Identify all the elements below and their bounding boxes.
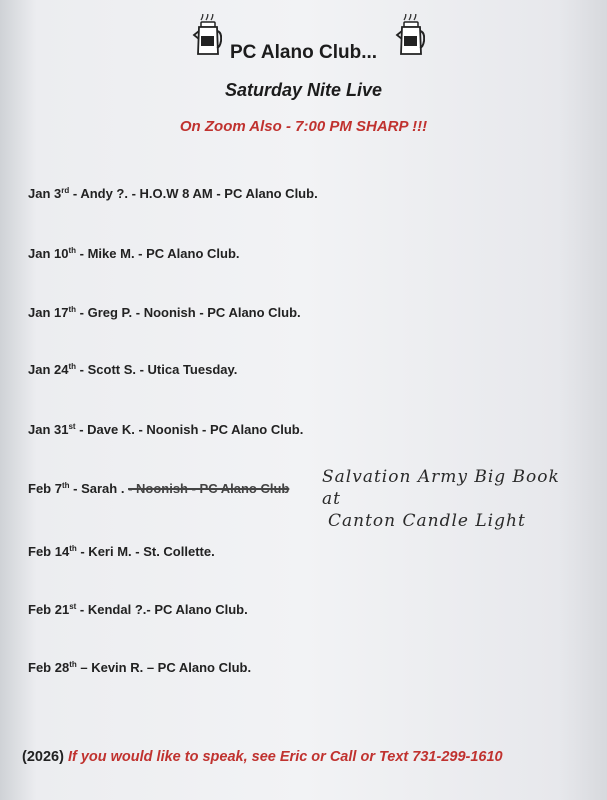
schedule-entry: Feb 14th - Keri M. - St. Collette. (28, 544, 215, 559)
handwritten-note-line: Salvation Army Big Book at (322, 467, 560, 509)
footer-contact (22, 749, 503, 765)
schedule-entry: Jan 17th - Greg P. - Noonish - PC Alano Club. (28, 305, 301, 320)
schedule-entry: Jan 31st - Dave K. - Noonish - PC Alano Club. (28, 422, 304, 437)
zoom-note: On Zoom Also - 7:00 PM SHARP !!! (179, 118, 428, 135)
footer-year: (2026) (22, 749, 64, 765)
page-subtitle: Saturday Nite Live (224, 80, 383, 100)
handwritten-note (322, 466, 562, 531)
schedule-entry: Feb 21st - Kendal ?.- PC Alano Club. (28, 602, 248, 617)
handwritten-note-line: Canton Candle Light (328, 511, 526, 531)
page-title: PC Alano Club... (229, 42, 378, 63)
footer-message: If you would like to speak, see Eric or Call or Text 731-299-1610 (67, 749, 503, 765)
schedule-entry: Feb 28th – Kevin R. – PC Alano Club. (28, 660, 252, 675)
schedule-entry: Jan 24th - Scott S. - Utica Tuesday. (28, 362, 238, 377)
struck-out-text: - Noonish - PC Alano Club (128, 481, 290, 496)
schedule-entry: Jan 10th - Mike M. - PC Alano Club. (28, 246, 240, 261)
schedule-entry: Feb 7th - Sarah . - Noonish - PC Alano Club (28, 481, 290, 496)
schedule-entry: Jan 3rd - Andy ?. - H.O.W 8 AM - PC Alano Club. (28, 186, 318, 201)
